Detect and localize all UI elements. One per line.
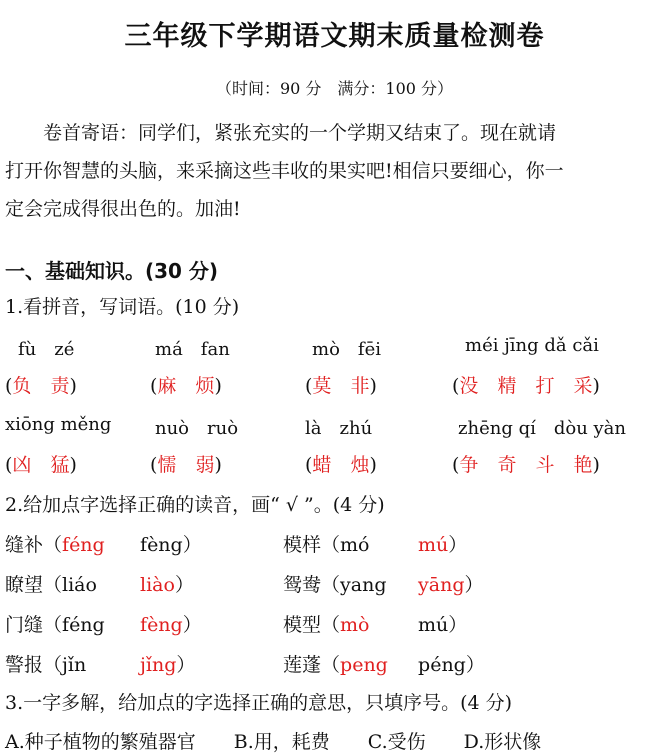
answer-box: (负 责) bbox=[5, 375, 77, 397]
answer-box: (懦 弱) bbox=[150, 454, 222, 476]
pinyin-option[interactable]: féng bbox=[62, 614, 105, 636]
preface-line-1: 卷首寄语：同学们，紧张充实的一个学期又结束了。现在就请 bbox=[43, 122, 557, 144]
reading-choice-row: 模样（mó mú） bbox=[283, 534, 468, 556]
pinyin-option[interactable]: mú bbox=[418, 534, 449, 556]
answer-char: 采 bbox=[573, 375, 593, 397]
preface-line-2: 打开你智慧的头脑，来采摘这些丰收的果实吧!相信只要细心，你一 bbox=[5, 160, 564, 182]
word: 模型 bbox=[283, 614, 322, 636]
answer-char: 莫 bbox=[312, 375, 332, 397]
answer-char: 精 bbox=[497, 375, 517, 397]
question-2-prompt: 2.给加点字选择正确的读音，画“ √ ”。(4 分) bbox=[5, 494, 385, 516]
answer-box: (蜡 烛) bbox=[305, 454, 377, 476]
reading-choice-row: 鸳鸯（yang yāng） bbox=[283, 574, 484, 596]
pinyin-option[interactable]: fèng bbox=[140, 534, 183, 556]
answer-char: 责 bbox=[50, 375, 70, 397]
pinyin-option[interactable]: jǐng bbox=[140, 654, 177, 676]
section-heading-basics: 一、基础知识。(30 分) bbox=[5, 259, 219, 283]
word: 警报 bbox=[5, 654, 44, 676]
answer-char: 烦 bbox=[195, 375, 215, 397]
answer-char: 争 bbox=[459, 454, 479, 476]
answer-char: 弱 bbox=[195, 454, 215, 476]
pinyin-option[interactable]: jǐn bbox=[62, 654, 87, 676]
pinyin-label: méi jīng dǎ cǎi bbox=[465, 335, 599, 356]
answer-char: 蜡 bbox=[312, 454, 332, 476]
answer-box: (没 精 打 采) bbox=[452, 375, 600, 397]
word: 模样 bbox=[283, 534, 322, 556]
answer-box: (凶 猛) bbox=[5, 454, 77, 476]
exam-info: （时间：90 分 满分：100 分） bbox=[215, 79, 454, 98]
pinyin-option[interactable]: mò bbox=[340, 614, 370, 636]
pinyin-option[interactable]: liào bbox=[140, 574, 175, 596]
pinyin-label: mò fēi bbox=[312, 339, 381, 360]
answer-char: 打 bbox=[535, 375, 555, 397]
pinyin-label: là zhú bbox=[305, 418, 373, 439]
pinyin-option[interactable]: liáo bbox=[62, 574, 97, 596]
pinyin-label: nuò ruò bbox=[155, 418, 239, 439]
pinyin-option[interactable]: yāng bbox=[418, 574, 465, 596]
answer-char: 没 bbox=[459, 375, 479, 397]
reading-choice-row: 模型（mò mú） bbox=[283, 614, 468, 636]
word: 莲蓬 bbox=[283, 654, 322, 676]
answer-char: 奇 bbox=[497, 454, 517, 476]
word: 门缝 bbox=[5, 614, 44, 636]
reading-choice-row: 缝补（féng fèng） bbox=[5, 534, 202, 556]
word: 瞭望 bbox=[5, 574, 44, 596]
reading-choice-row: 警报（jǐn jǐng） bbox=[5, 654, 196, 676]
pinyin-option[interactable]: peng bbox=[340, 654, 388, 676]
word: 鸳鸯 bbox=[283, 574, 322, 596]
question-3-prompt: 3.一字多解，给加点的字选择正确的意思，只填序号。(4 分) bbox=[5, 692, 513, 714]
pinyin-option[interactable]: féng bbox=[62, 534, 105, 556]
word: 缝补 bbox=[5, 534, 44, 556]
reading-choice-row: 瞭望（liáo liào） bbox=[5, 574, 194, 596]
answer-char: 艳 bbox=[573, 454, 593, 476]
answer-char: 猛 bbox=[50, 454, 70, 476]
pinyin-option[interactable]: yang bbox=[340, 574, 387, 596]
answer-char: 斗 bbox=[535, 454, 555, 476]
answer-char: 麻 bbox=[157, 375, 177, 397]
page-title: 三年级下学期语文期末质量检测卷 bbox=[124, 21, 545, 52]
answer-char: 负 bbox=[12, 375, 32, 397]
answer-char: 非 bbox=[350, 375, 370, 397]
preface-line-3: 定会完成得很出色的。加油! bbox=[5, 198, 241, 220]
answer-box: (麻 烦) bbox=[150, 375, 222, 397]
answer-box: (争 奇 斗 艳) bbox=[452, 454, 600, 476]
pinyin-label: fù zé bbox=[18, 339, 75, 360]
pinyin-option[interactable]: péng bbox=[418, 654, 466, 676]
answer-char: 烛 bbox=[350, 454, 370, 476]
answer-char: 凶 bbox=[12, 454, 32, 476]
pinyin-option[interactable]: fèng bbox=[140, 614, 183, 636]
pinyin-label: zhēng qí dòu yàn bbox=[458, 418, 627, 439]
question-1-prompt: 1.看拼音，写词语。(10 分) bbox=[5, 296, 240, 318]
question-3-options-partial: A.种子植物的繁殖器官 B.用，耗费 C.受伤 D.形状像 bbox=[5, 731, 542, 753]
answer-char: 懦 bbox=[157, 454, 177, 476]
pinyin-option[interactable]: mú bbox=[418, 614, 449, 636]
answer-box: (莫 非) bbox=[305, 375, 377, 397]
reading-choice-row: 门缝（féng fèng） bbox=[5, 614, 202, 636]
pinyin-label: xiōng měng bbox=[5, 414, 112, 435]
pinyin-label: má fan bbox=[155, 339, 230, 360]
pinyin-option[interactable]: mó bbox=[340, 534, 370, 556]
reading-choice-row: 莲蓬（peng péng） bbox=[283, 654, 485, 676]
